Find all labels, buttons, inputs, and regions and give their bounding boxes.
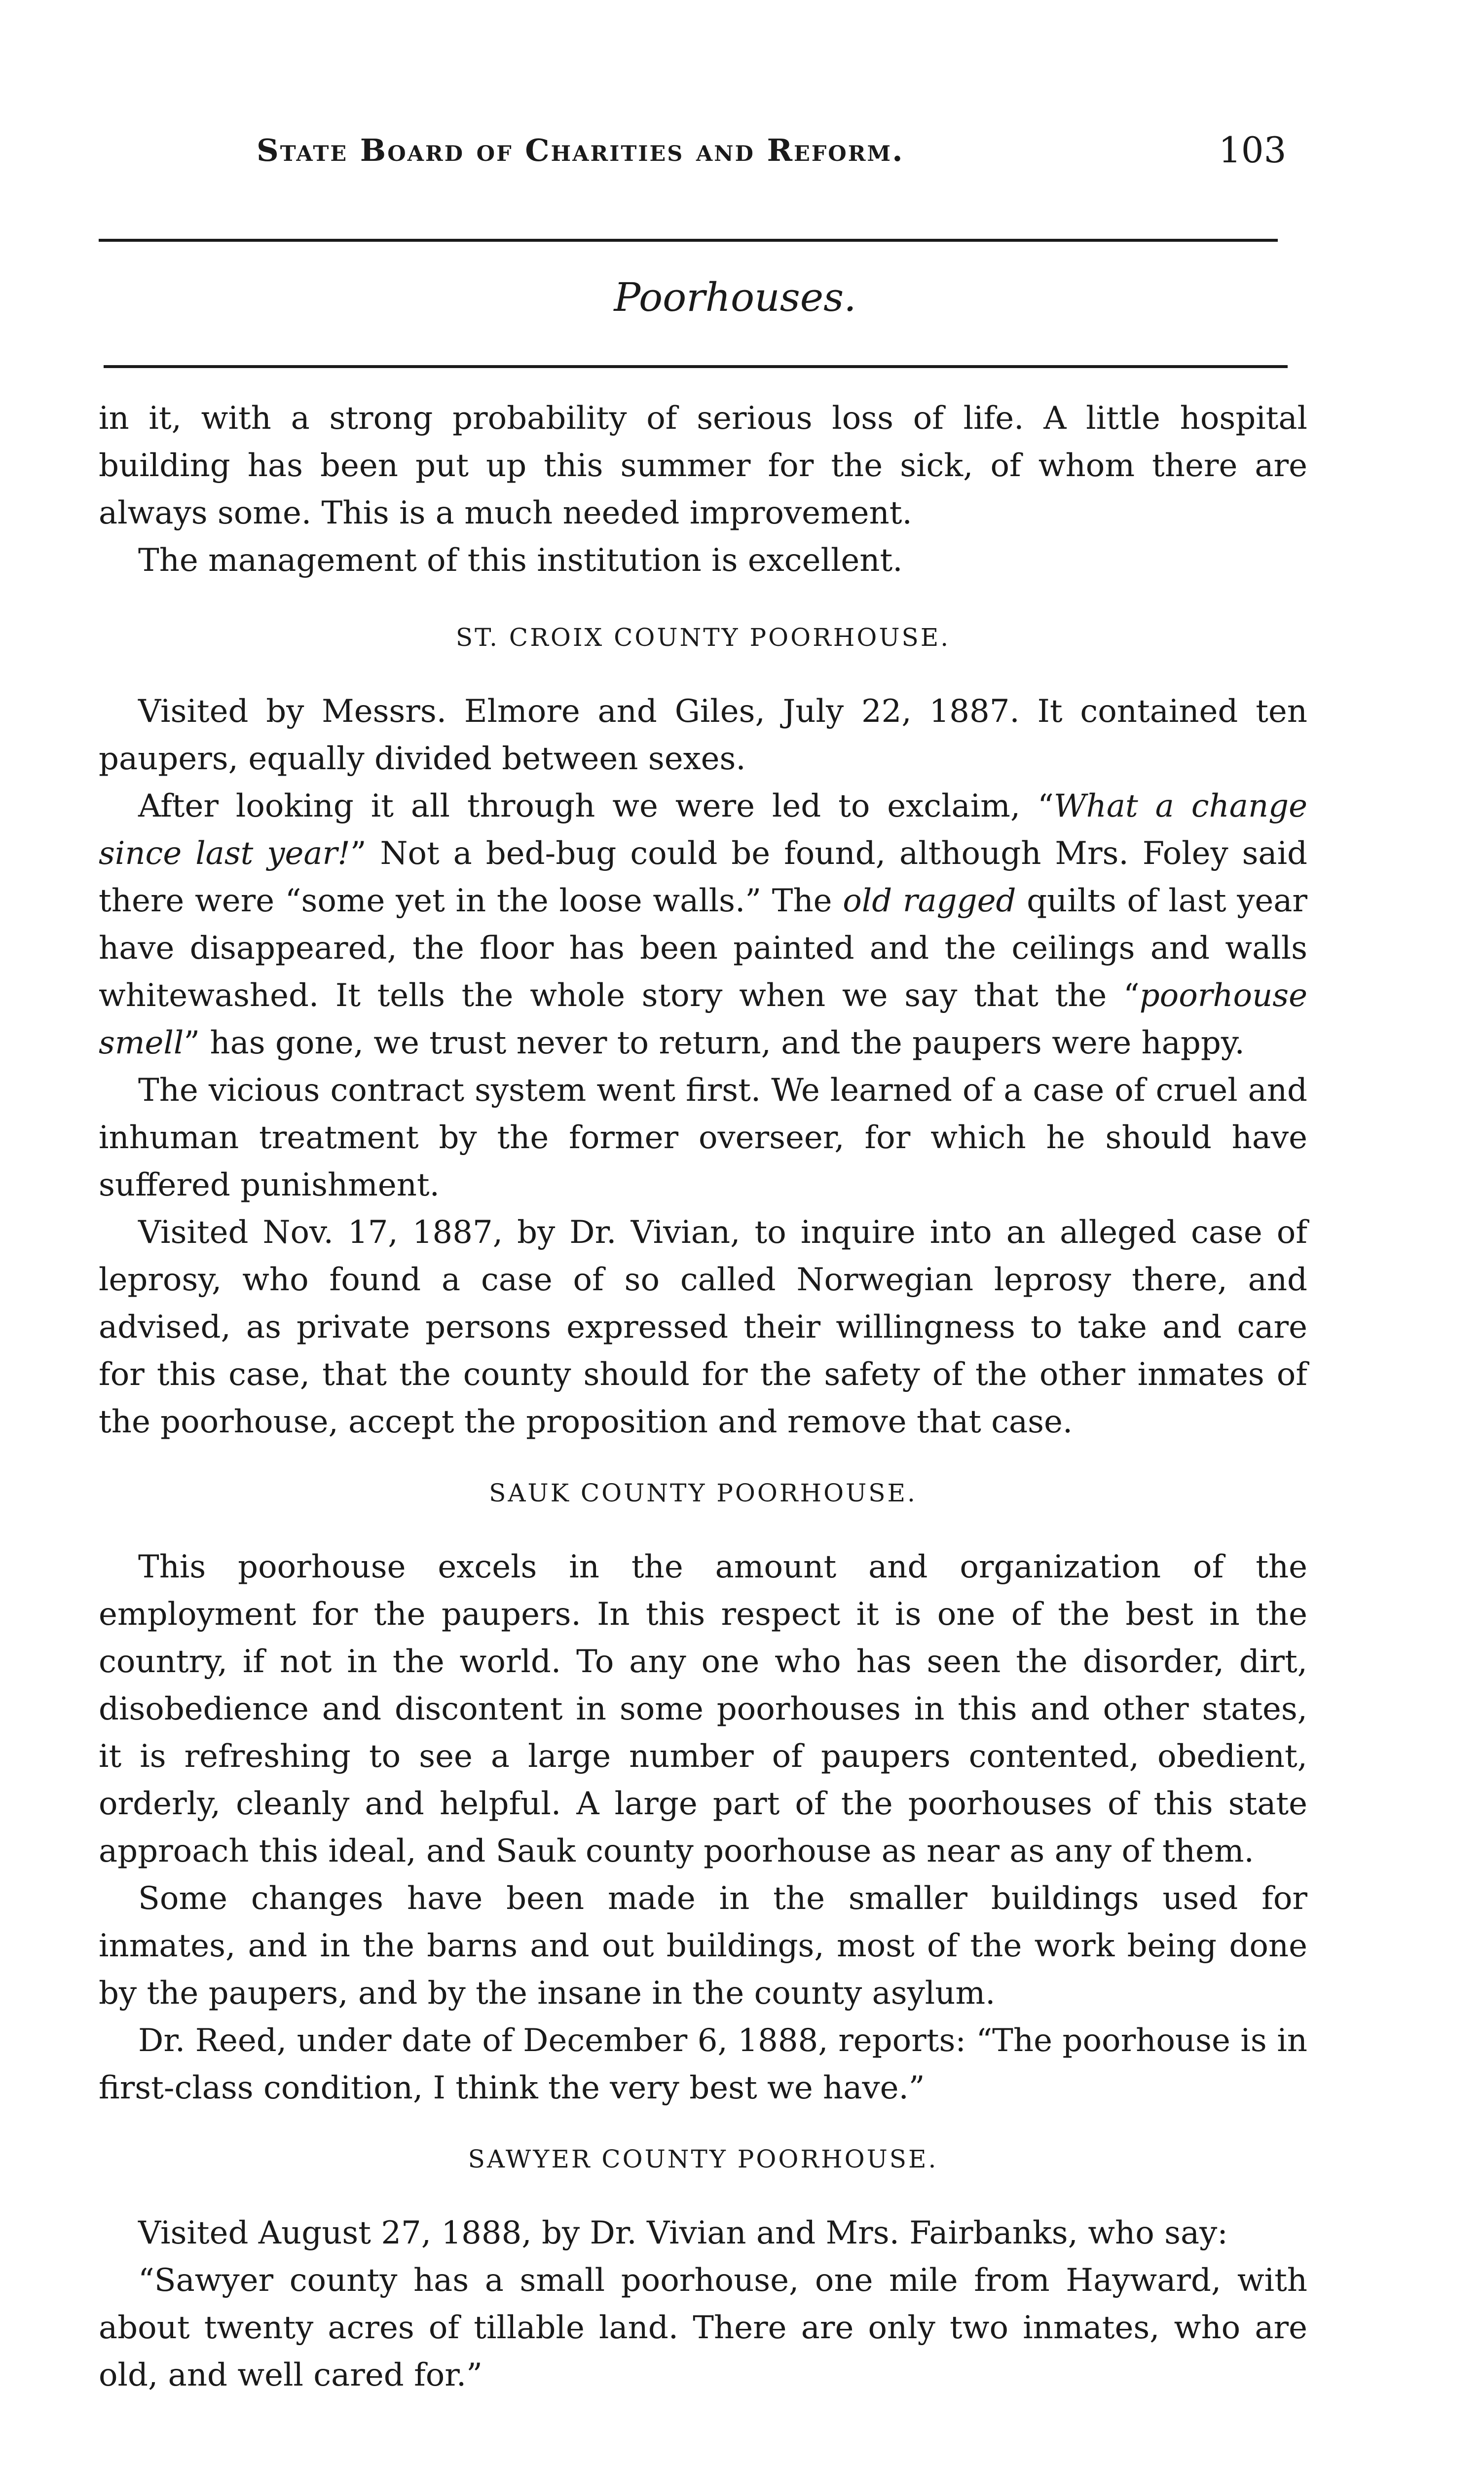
body-text [99,395,1307,2399]
paragraph: Visited by Messrs. Elmore and Giles, July 22, 1887. It contained ten paupers, equally divided between sexes. [99,693,1307,777]
page-number: 103 [1219,129,1287,171]
paragraph: The management of this institution is excellent. [138,542,903,579]
paragraph: Visited August 27, 1888, by Dr. Vivian and Mrs. Fairbanks, who say: [138,2215,1228,2251]
text-run: ” has gone, we trust never to return, and the paupers were happy. [184,1025,1245,1061]
paragraph: This poorhouse excels in the amount and organization of the employment for the paupers. In this respect it is one of the best in the country, if not in the world. To any one who has seen the disorder, dirt, disobedience and discontent in some poorhouses in this and other states, it is refreshing to see a large number of paupers contented, obedient, orderly, cleanly and helpful. A large part of the poorhouses of this state approach this ideal, and Sauk county poorhouse as near as any of them. [99,1549,1307,1869]
paragraph: Some changes have been made in the smaller buildings used for inmates, and in the barns and out buildings, most of the work being done by the paupers, and by the insane in the county asylum. [99,1880,1307,2012]
italic-text: poorhouse smell [99,977,1307,1061]
header-rule-bottom [104,365,1288,368]
paragraph [99,783,1307,1067]
heading-sawyer: SAWYER COUNTY POORHOUSE. [468,2145,938,2173]
text-run: ” Not a bed-bug could be found, although Mrs. Foley said there were “some yet in the loose walls.” The [99,835,1308,919]
heading-st-croix: ST. CROIX COUNTY POORHOUSE. [455,623,951,652]
italic-text: old ragged [843,883,1016,919]
paragraph: in it, with a strong probability of serious loss of life. A little hospital building has been put up this summer for the sick, of whom there are always some. This is a much needed improvement. [99,400,1307,531]
header-rule-top [99,239,1278,242]
section-title: Poorhouses. [614,274,856,320]
paragraph: Visited Nov. 17, 1887, by Dr. Vivian, to inquire into an alleged case of leprosy, who found a case of so called Norwegian leprosy there, and advised, as private persons expressed their willingness to take and care for this case, that the county should for the safety of the other inmates of the poorhouse, accept the proposition and remove that case. [99,1214,1307,1440]
text-run: quilts of last year have disappeared, the floor has been painted and the ceilings and walls whitewashed. It tells the whole story when we say that the “ [99,883,1308,1014]
paragraph: The vicious contract system went first. We learned of a case of cruel and inhuman treatment by the former overseer, for which he should have suffered punishment. [99,1072,1307,1203]
text-run: After looking it all through we were led to exclaim, “ [138,788,1054,824]
paragraph: “Sawyer county has a small poorhouse, one mile from Hayward, with about twenty acres of tillable land. There are only two inmates, who are old, and well cared for.” [99,2262,1307,2393]
heading-sauk: SAUK COUNTY POORHOUSE. [489,1479,917,1507]
paragraph: Dr. Reed, under date of December 6, 1888, reports: “The poorhouse is in first-class condition, I think the very best we have.” [99,2022,1307,2106]
italic-text: What a change since last year! [99,788,1308,872]
running-head: State Board of Charities and Reform. [257,132,904,168]
